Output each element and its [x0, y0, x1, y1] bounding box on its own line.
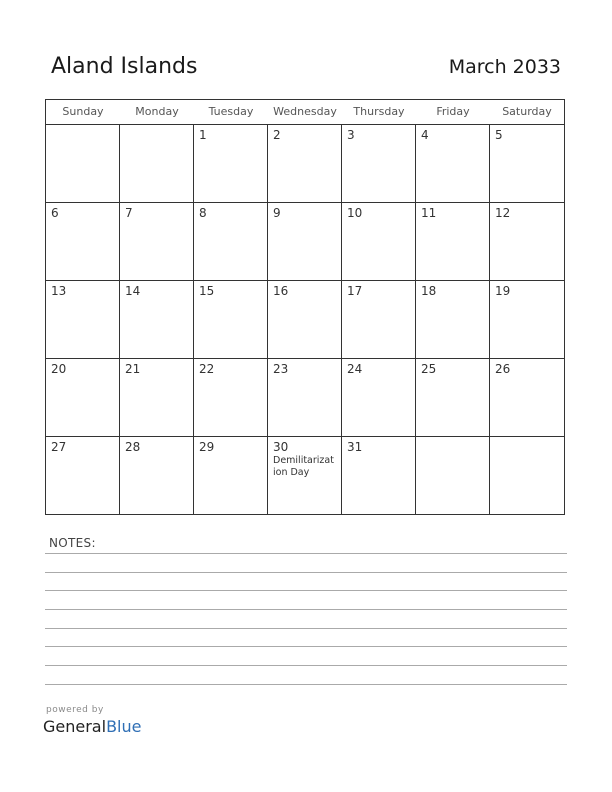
country-title: Aland Islands: [51, 54, 198, 79]
day-number: 23: [273, 362, 289, 376]
notes-line: [45, 590, 567, 591]
day-number: 2: [273, 128, 281, 142]
day-cell: [268, 437, 342, 514]
notes-line: [45, 628, 567, 629]
day-number: 6: [51, 206, 59, 220]
week-row: [46, 437, 564, 514]
notes-line: [45, 572, 567, 573]
week-row: [46, 281, 564, 359]
notes-label: NOTES:: [49, 536, 96, 550]
notes-line: [45, 553, 567, 554]
day-number: 5: [495, 128, 503, 142]
day-cell: [416, 125, 490, 202]
weekday-saturday: Saturday: [502, 105, 552, 118]
notes-line: [45, 665, 567, 666]
day-number: 10: [347, 206, 363, 220]
day-cell: [46, 437, 120, 514]
day-number: 9: [273, 206, 281, 220]
day-number: 11: [421, 206, 437, 220]
day-cell: [490, 203, 564, 280]
day-number: 17: [347, 284, 363, 298]
day-number: 21: [125, 362, 141, 376]
day-cell: [416, 281, 490, 358]
day-number: 25: [421, 362, 437, 376]
day-cell: [416, 359, 490, 436]
day-cell: [194, 359, 268, 436]
weekday-tuesday: Tuesday: [208, 105, 254, 118]
day-cell: [342, 125, 416, 202]
notes-line: [45, 684, 567, 685]
day-number: 14: [125, 284, 141, 298]
day-number: 12: [495, 206, 511, 220]
day-number: 29: [199, 440, 215, 454]
weekday-sunday: Sunday: [62, 105, 104, 118]
powered-by-text: powered by: [46, 705, 104, 715]
week-row: [46, 203, 564, 281]
day-number: 19: [495, 284, 511, 298]
weekday-header-row: [46, 100, 564, 125]
brand-blue: Blue: [106, 717, 142, 736]
day-cell: [46, 359, 120, 436]
generalblue-logo: [43, 717, 141, 736]
month-title: March 2033: [448, 56, 561, 78]
calendar-grid: [45, 99, 565, 515]
notes-line: [45, 646, 567, 647]
calendar-weeks: [46, 125, 564, 514]
day-number: 18: [421, 284, 437, 298]
day-cell: [268, 125, 342, 202]
weekday-thursday: Thursday: [353, 105, 405, 118]
day-number: 22: [199, 362, 215, 376]
day-number: 20: [51, 362, 67, 376]
day-cell: [268, 281, 342, 358]
day-cell: [120, 203, 194, 280]
day-cell: [46, 125, 120, 202]
day-number: 30: [273, 440, 289, 454]
day-number: 15: [199, 284, 215, 298]
day-number: 28: [125, 440, 141, 454]
day-cell: [120, 359, 194, 436]
day-cell: [342, 437, 416, 514]
day-number: 31: [347, 440, 363, 454]
day-number: 27: [51, 440, 67, 454]
day-cell: [490, 125, 564, 202]
day-cell: [490, 437, 564, 514]
day-number: 4: [421, 128, 429, 142]
day-cell: [46, 203, 120, 280]
day-cell: [120, 125, 194, 202]
day-number: 26: [495, 362, 511, 376]
weekday-friday: Friday: [436, 105, 470, 118]
day-cell: [194, 281, 268, 358]
day-number: 8: [199, 206, 207, 220]
day-cell: [268, 359, 342, 436]
day-cell: [120, 281, 194, 358]
day-cell: [342, 203, 416, 280]
week-row: [46, 359, 564, 437]
day-number: 16: [273, 284, 289, 298]
day-cell: [46, 281, 120, 358]
day-cell: [416, 437, 490, 514]
day-number: 3: [347, 128, 355, 142]
weekday-monday: Monday: [135, 105, 179, 118]
day-cell: [194, 437, 268, 514]
weekday-wednesday: Wednesday: [273, 105, 337, 118]
day-cell: [342, 359, 416, 436]
notes-line: [45, 609, 567, 610]
day-cell: [490, 281, 564, 358]
day-cell: [342, 281, 416, 358]
day-cell: [194, 203, 268, 280]
day-number: 13: [51, 284, 67, 298]
brand-general: General: [43, 717, 107, 736]
day-number: 1: [199, 128, 207, 142]
day-number: 7: [125, 206, 133, 220]
day-cell: [416, 203, 490, 280]
week-row: [46, 125, 564, 203]
day-cell: [490, 359, 564, 436]
day-cell: [194, 125, 268, 202]
day-number: 24: [347, 362, 363, 376]
day-cell: [268, 203, 342, 280]
day-cell: [120, 437, 194, 514]
day-event: Demilitarization Day: [273, 455, 334, 478]
